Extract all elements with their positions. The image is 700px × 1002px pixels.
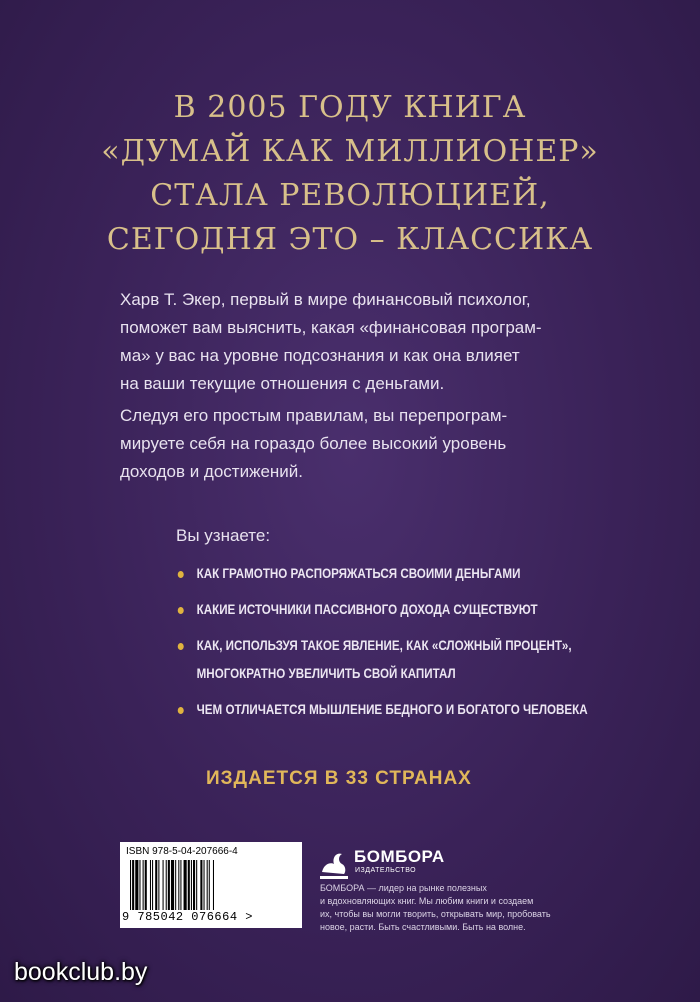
intro-line: Харв Т. Экер, первый в мире финансовый психолог,: [120, 290, 531, 309]
barcode-bar: [135, 860, 138, 910]
blurb-line: новое, расти. Быть счастливыми. Быть на волне.: [320, 922, 526, 932]
barcode: [120, 842, 302, 928]
intro-line: ма» у вас на уровне подсознания и как она влияет: [120, 346, 520, 365]
second-line: доходов и достижений.: [120, 462, 304, 481]
bombora-wave-icon: [318, 842, 350, 882]
barcode-bar: [209, 860, 210, 910]
barcode-bar: [180, 860, 181, 910]
barcode-bar: [145, 860, 147, 910]
second-line: Следуя его простым правилам, вы перепрограм-: [120, 406, 508, 425]
blurb-line: их, чтобы вы могли творить, открывать мир, пробовать: [320, 909, 551, 919]
list-item-text: КАКИЕ ИСТОЧНИКИ ПАССИВНОГО ДОХОДА СУЩЕСТВУЮТ: [196, 602, 538, 617]
second-line: мируете себя на гораздо более высокий уровень: [120, 434, 507, 453]
list-item: [176, 632, 606, 688]
barcode-bar: [200, 860, 202, 910]
learn-list: [176, 560, 676, 732]
isbn-label: ISBN 978-5-04-207666-4: [126, 846, 238, 857]
headline: [0, 86, 700, 262]
barcode-bars: [130, 860, 292, 910]
bullet-dot-icon: [178, 707, 184, 714]
barcode-bar: [188, 860, 190, 910]
intro-line: поможет вам выяснить, какая «финансовая програм-: [120, 318, 542, 337]
headline-line: В 2005 ГОДУ КНИГА: [173, 90, 527, 125]
second-paragraph: [120, 402, 640, 486]
barcode-bar: [166, 860, 167, 910]
barcode-bar: [204, 860, 205, 910]
barcode-bar: [158, 860, 159, 910]
barcode-bar: [175, 860, 176, 910]
barcode-bar: [193, 860, 195, 910]
barcode-bar: [132, 860, 134, 910]
barcode-bar: [130, 860, 131, 910]
list-item: [176, 696, 606, 724]
intro-line: на ваши текущие отношения с деньгами.: [120, 374, 445, 393]
bullet-dot-icon: [178, 571, 184, 578]
intro-paragraph: [120, 286, 640, 398]
publisher-blurb: [320, 882, 580, 934]
headline-line: СЕГОДНЯ ЭТО – КЛАССИКА: [106, 222, 594, 257]
list-item-text: КАК ГРАМОТНО РАСПОРЯЖАТЬСЯ СВОИМИ ДЕНЬГАМИ: [196, 566, 521, 581]
barcode-bar: [213, 860, 214, 910]
bullet-dot-icon: [178, 607, 184, 614]
barcode-number: 9 785042 076664 >: [122, 910, 253, 924]
learn-title: Вы узнаете:: [176, 526, 271, 545]
publisher-logo: [318, 842, 478, 882]
publisher-subtitle: ИЗДАТЕЛЬСТВО: [355, 867, 417, 874]
barcode-bar: [207, 860, 208, 910]
site-watermark: bookclub.by: [14, 958, 148, 986]
list-item-text: МНОГОКРАТНО УВЕЛИЧИТЬ СВОЙ КАПИТАЛ: [196, 666, 456, 681]
published-countries: ИЗДАЕТСЯ В 33 СТРАНАХ: [206, 768, 472, 789]
barcode-bar: [143, 860, 144, 910]
barcode-bar: [171, 860, 174, 910]
headline-line: «ДУМАЙ КАК МИЛЛИОНЕР»: [101, 134, 599, 169]
list-item-text: ЧЕМ ОТЛИЧАЕТСЯ МЫШЛЕНИЕ БЕДНОГО И БОГАТОГО ЧЕЛОВЕКА: [196, 702, 588, 717]
blurb-line: БОМБОРА — лидер на рынке полезных: [320, 883, 487, 893]
barcode-bar: [139, 860, 140, 910]
blurb-line: и вдохновляющих книг. Мы любим книги и создаем: [320, 896, 534, 906]
barcode-bar: [152, 860, 153, 910]
barcode-bar: [196, 860, 197, 910]
barcode-bar: [184, 860, 187, 910]
barcode-bar: [155, 860, 157, 910]
bullet-dot-icon: [178, 643, 184, 650]
barcode-bar: [178, 860, 179, 910]
barcode-bar: [163, 860, 164, 910]
publisher-name: БОМБОРА: [354, 847, 445, 866]
barcode-bar: [191, 860, 192, 910]
headline-line: СТАЛА РЕВОЛЮЦИЕЙ,: [150, 178, 550, 213]
barcode-bar: [150, 860, 151, 910]
barcode-bar: [168, 860, 170, 910]
list-item: [176, 596, 606, 624]
list-item-text: КАК, ИСПОЛЬЗУЯ ТАКОЕ ЯВЛЕНИЕ, КАК «СЛОЖНЫЙ ПРОЦЕНТ»,: [196, 638, 572, 653]
list-item: [176, 560, 606, 588]
